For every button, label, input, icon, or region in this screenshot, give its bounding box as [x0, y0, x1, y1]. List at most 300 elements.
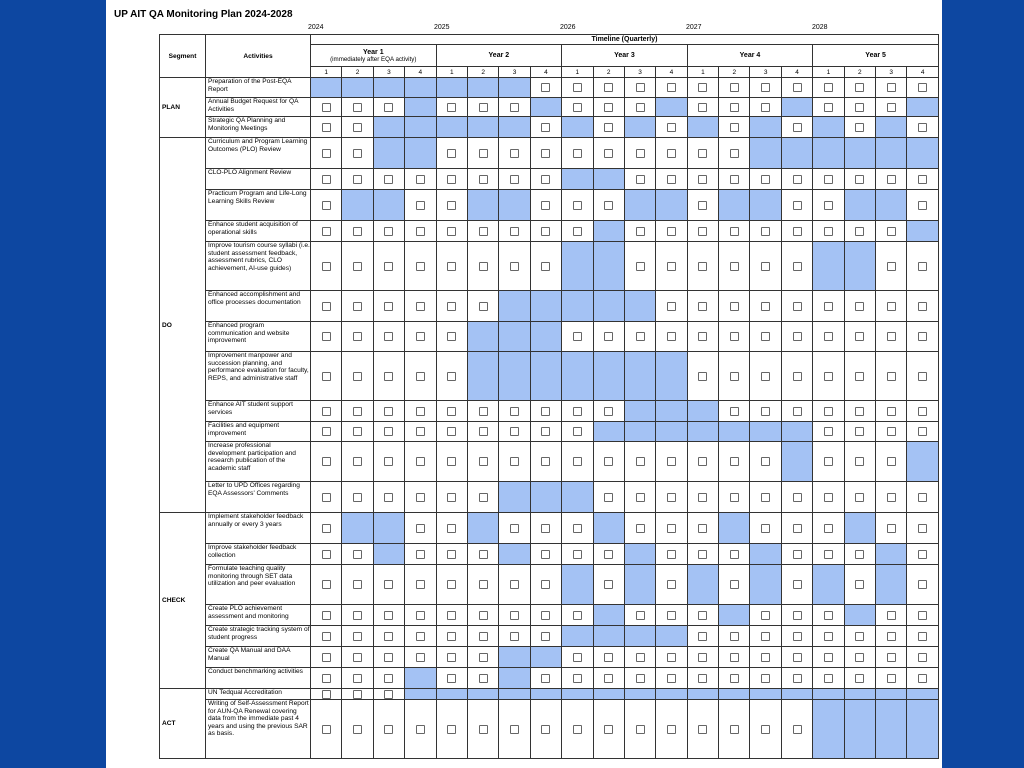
- checkbox-icon[interactable]: [824, 103, 833, 112]
- quarter-cell[interactable]: [907, 626, 939, 647]
- quarter-cell-highlighted[interactable]: [530, 689, 561, 700]
- checkbox-icon[interactable]: [667, 83, 676, 92]
- quarter-cell-highlighted[interactable]: [656, 190, 687, 221]
- quarter-cell[interactable]: [342, 689, 373, 700]
- quarter-cell[interactable]: [687, 442, 718, 482]
- quarter-cell[interactable]: [373, 422, 404, 442]
- quarter-cell[interactable]: [813, 322, 844, 352]
- quarter-cell[interactable]: [436, 138, 467, 169]
- checkbox-icon[interactable]: [667, 550, 676, 559]
- checkbox-icon[interactable]: [761, 407, 770, 416]
- quarter-cell[interactable]: [656, 565, 687, 605]
- quarter-cell-highlighted[interactable]: [750, 689, 781, 700]
- checkbox-icon[interactable]: [384, 674, 393, 683]
- checkbox-icon[interactable]: [322, 457, 331, 466]
- quarter-cell-highlighted[interactable]: [813, 138, 844, 169]
- checkbox-icon[interactable]: [730, 372, 739, 381]
- checkbox-icon[interactable]: [479, 493, 488, 502]
- checkbox-icon[interactable]: [887, 653, 896, 662]
- checkbox-icon[interactable]: [698, 227, 707, 236]
- quarter-cell[interactable]: [373, 626, 404, 647]
- quarter-cell[interactable]: [781, 352, 812, 401]
- quarter-cell-highlighted[interactable]: [624, 190, 655, 221]
- quarter-cell-highlighted[interactable]: [467, 689, 498, 700]
- quarter-cell[interactable]: [467, 138, 498, 169]
- checkbox-icon[interactable]: [604, 580, 613, 589]
- checkbox-icon[interactable]: [479, 725, 488, 734]
- quarter-cell[interactable]: [781, 190, 812, 221]
- checkbox-icon[interactable]: [604, 201, 613, 210]
- quarter-cell[interactable]: [750, 401, 781, 422]
- checkbox-icon[interactable]: [824, 427, 833, 436]
- quarter-cell[interactable]: [656, 605, 687, 626]
- checkbox-icon[interactable]: [604, 332, 613, 341]
- quarter-cell[interactable]: [656, 647, 687, 668]
- quarter-cell[interactable]: [907, 482, 939, 513]
- quarter-cell[interactable]: [342, 442, 373, 482]
- quarter-cell[interactable]: [530, 605, 561, 626]
- checkbox-icon[interactable]: [887, 524, 896, 533]
- checkbox-icon[interactable]: [384, 407, 393, 416]
- quarter-cell[interactable]: [436, 513, 467, 544]
- quarter-cell[interactable]: [781, 117, 812, 138]
- quarter-cell[interactable]: [719, 242, 750, 291]
- quarter-cell[interactable]: [719, 322, 750, 352]
- quarter-cell[interactable]: [593, 190, 624, 221]
- checkbox-icon[interactable]: [541, 457, 550, 466]
- quarter-cell[interactable]: [844, 565, 875, 605]
- quarter-cell[interactable]: [530, 668, 561, 689]
- quarter-cell[interactable]: [687, 322, 718, 352]
- checkbox-icon[interactable]: [855, 550, 864, 559]
- checkbox-icon[interactable]: [887, 262, 896, 271]
- quarter-cell-highlighted[interactable]: [593, 422, 624, 442]
- quarter-cell[interactable]: [656, 242, 687, 291]
- checkbox-icon[interactable]: [761, 372, 770, 381]
- checkbox-icon[interactable]: [730, 457, 739, 466]
- quarter-cell[interactable]: [624, 242, 655, 291]
- quarter-cell[interactable]: [719, 78, 750, 98]
- quarter-cell[interactable]: [311, 322, 342, 352]
- quarter-cell-highlighted[interactable]: [499, 689, 530, 700]
- checkbox-icon[interactable]: [322, 674, 331, 683]
- checkbox-icon[interactable]: [667, 123, 676, 132]
- quarter-cell[interactable]: [499, 605, 530, 626]
- quarter-cell-highlighted[interactable]: [405, 689, 436, 700]
- checkbox-icon[interactable]: [384, 175, 393, 184]
- checkbox-icon[interactable]: [667, 725, 676, 734]
- checkbox-icon[interactable]: [793, 674, 802, 683]
- quarter-cell[interactable]: [530, 442, 561, 482]
- quarter-cell[interactable]: [436, 98, 467, 117]
- quarter-cell[interactable]: [593, 117, 624, 138]
- quarter-cell[interactable]: [311, 544, 342, 565]
- quarter-cell[interactable]: [467, 221, 498, 242]
- checkbox-icon[interactable]: [447, 550, 456, 559]
- checkbox-icon[interactable]: [384, 493, 393, 502]
- quarter-cell-highlighted[interactable]: [750, 138, 781, 169]
- checkbox-icon[interactable]: [918, 372, 927, 381]
- quarter-cell[interactable]: [562, 442, 593, 482]
- checkbox-icon[interactable]: [353, 372, 362, 381]
- quarter-cell-highlighted[interactable]: [499, 352, 530, 401]
- checkbox-icon[interactable]: [479, 580, 488, 589]
- quarter-cell[interactable]: [311, 647, 342, 668]
- checkbox-icon[interactable]: [636, 674, 645, 683]
- checkbox-icon[interactable]: [761, 493, 770, 502]
- quarter-cell[interactable]: [373, 700, 404, 759]
- checkbox-icon[interactable]: [918, 580, 927, 589]
- quarter-cell-highlighted[interactable]: [876, 689, 907, 700]
- checkbox-icon[interactable]: [636, 524, 645, 533]
- quarter-cell[interactable]: [844, 352, 875, 401]
- checkbox-icon[interactable]: [918, 632, 927, 641]
- quarter-cell-highlighted[interactable]: [844, 190, 875, 221]
- checkbox-icon[interactable]: [918, 524, 927, 533]
- checkbox-icon[interactable]: [573, 674, 582, 683]
- checkbox-icon[interactable]: [855, 407, 864, 416]
- quarter-cell[interactable]: [656, 138, 687, 169]
- quarter-cell[interactable]: [781, 221, 812, 242]
- quarter-cell-highlighted[interactable]: [593, 689, 624, 700]
- quarter-cell[interactable]: [750, 221, 781, 242]
- quarter-cell-highlighted[interactable]: [342, 190, 373, 221]
- quarter-cell-highlighted[interactable]: [624, 401, 655, 422]
- quarter-cell-highlighted[interactable]: [436, 117, 467, 138]
- quarter-cell[interactable]: [311, 169, 342, 190]
- quarter-cell[interactable]: [687, 352, 718, 401]
- quarter-cell[interactable]: [311, 700, 342, 759]
- quarter-cell[interactable]: [342, 605, 373, 626]
- checkbox-icon[interactable]: [698, 175, 707, 184]
- quarter-cell[interactable]: [844, 647, 875, 668]
- checkbox-icon[interactable]: [761, 83, 770, 92]
- quarter-cell-highlighted[interactable]: [499, 117, 530, 138]
- quarter-cell[interactable]: [844, 221, 875, 242]
- checkbox-icon[interactable]: [479, 103, 488, 112]
- checkbox-icon[interactable]: [541, 580, 550, 589]
- quarter-cell-highlighted[interactable]: [499, 190, 530, 221]
- quarter-cell[interactable]: [405, 401, 436, 422]
- quarter-cell[interactable]: [593, 700, 624, 759]
- checkbox-icon[interactable]: [322, 123, 331, 132]
- quarter-cell[interactable]: [405, 190, 436, 221]
- quarter-cell[interactable]: [750, 98, 781, 117]
- checkbox-icon[interactable]: [541, 632, 550, 641]
- checkbox-icon[interactable]: [855, 332, 864, 341]
- quarter-cell[interactable]: [342, 626, 373, 647]
- quarter-cell[interactable]: [624, 78, 655, 98]
- quarter-cell[interactable]: [373, 482, 404, 513]
- checkbox-icon[interactable]: [824, 407, 833, 416]
- quarter-cell[interactable]: [405, 605, 436, 626]
- quarter-cell[interactable]: [342, 482, 373, 513]
- quarter-cell-highlighted[interactable]: [405, 117, 436, 138]
- quarter-cell[interactable]: [719, 668, 750, 689]
- checkbox-icon[interactable]: [855, 123, 864, 132]
- quarter-cell-highlighted[interactable]: [373, 513, 404, 544]
- quarter-cell[interactable]: [311, 138, 342, 169]
- quarter-cell[interactable]: [876, 291, 907, 322]
- quarter-cell[interactable]: [562, 221, 593, 242]
- quarter-cell[interactable]: [405, 442, 436, 482]
- quarter-cell[interactable]: [781, 401, 812, 422]
- checkbox-icon[interactable]: [730, 149, 739, 158]
- quarter-cell-highlighted[interactable]: [405, 668, 436, 689]
- quarter-cell[interactable]: [342, 291, 373, 322]
- checkbox-icon[interactable]: [887, 227, 896, 236]
- checkbox-icon[interactable]: [730, 550, 739, 559]
- quarter-cell-highlighted[interactable]: [467, 78, 498, 98]
- checkbox-icon[interactable]: [824, 372, 833, 381]
- quarter-cell[interactable]: [687, 626, 718, 647]
- quarter-cell[interactable]: [530, 117, 561, 138]
- quarter-cell[interactable]: [436, 221, 467, 242]
- quarter-cell[interactable]: [342, 668, 373, 689]
- quarter-cell[interactable]: [876, 98, 907, 117]
- quarter-cell[interactable]: [530, 700, 561, 759]
- checkbox-icon[interactable]: [353, 580, 362, 589]
- checkbox-icon[interactable]: [793, 653, 802, 662]
- quarter-cell[interactable]: [844, 544, 875, 565]
- quarter-cell[interactable]: [719, 647, 750, 668]
- quarter-cell[interactable]: [813, 190, 844, 221]
- quarter-cell[interactable]: [907, 647, 939, 668]
- checkbox-icon[interactable]: [416, 201, 425, 210]
- checkbox-icon[interactable]: [573, 83, 582, 92]
- checkbox-icon[interactable]: [667, 149, 676, 158]
- calendar-year-2026[interactable]: 2026: [560, 24, 576, 31]
- checkbox-icon[interactable]: [416, 653, 425, 662]
- checkbox-icon[interactable]: [447, 457, 456, 466]
- quarter-cell[interactable]: [781, 482, 812, 513]
- quarter-cell[interactable]: [530, 565, 561, 605]
- quarter-cell[interactable]: [876, 647, 907, 668]
- quarter-cell[interactable]: [373, 291, 404, 322]
- checkbox-icon[interactable]: [573, 611, 582, 620]
- checkbox-icon[interactable]: [416, 372, 425, 381]
- quarter-cell[interactable]: [907, 291, 939, 322]
- checkbox-icon[interactable]: [573, 201, 582, 210]
- checkbox-icon[interactable]: [322, 332, 331, 341]
- checkbox-icon[interactable]: [793, 123, 802, 132]
- checkbox-icon[interactable]: [636, 103, 645, 112]
- checkbox-icon[interactable]: [322, 690, 331, 699]
- quarter-cell[interactable]: [373, 352, 404, 401]
- checkbox-icon[interactable]: [416, 580, 425, 589]
- checkbox-icon[interactable]: [541, 611, 550, 620]
- quarter-cell-highlighted[interactable]: [562, 242, 593, 291]
- quarter-cell[interactable]: [499, 98, 530, 117]
- quarter-cell-highlighted[interactable]: [530, 291, 561, 322]
- checkbox-icon[interactable]: [761, 262, 770, 271]
- quarter-cell-highlighted[interactable]: [844, 242, 875, 291]
- checkbox-icon[interactable]: [887, 674, 896, 683]
- quarter-cell-highlighted[interactable]: [719, 190, 750, 221]
- checkbox-icon[interactable]: [479, 175, 488, 184]
- checkbox-icon[interactable]: [322, 493, 331, 502]
- quarter-cell[interactable]: [467, 169, 498, 190]
- quarter-cell[interactable]: [624, 169, 655, 190]
- quarter-cell[interactable]: [311, 291, 342, 322]
- checkbox-icon[interactable]: [541, 524, 550, 533]
- quarter-cell[interactable]: [467, 668, 498, 689]
- quarter-cell[interactable]: [750, 291, 781, 322]
- checkbox-icon[interactable]: [510, 149, 519, 158]
- calendar-year-2025[interactable]: 2025: [434, 24, 450, 31]
- quarter-cell[interactable]: [907, 422, 939, 442]
- quarter-cell[interactable]: [844, 169, 875, 190]
- checkbox-icon[interactable]: [322, 427, 331, 436]
- checkbox-icon[interactable]: [416, 550, 425, 559]
- checkbox-icon[interactable]: [384, 690, 393, 699]
- quarter-cell[interactable]: [907, 668, 939, 689]
- checkbox-icon[interactable]: [698, 332, 707, 341]
- checkbox-icon[interactable]: [761, 302, 770, 311]
- quarter-cell-highlighted[interactable]: [719, 513, 750, 544]
- quarter-cell[interactable]: [311, 401, 342, 422]
- checkbox-icon[interactable]: [887, 427, 896, 436]
- checkbox-icon[interactable]: [447, 674, 456, 683]
- checkbox-icon[interactable]: [793, 524, 802, 533]
- checkbox-icon[interactable]: [479, 407, 488, 416]
- checkbox-icon[interactable]: [604, 550, 613, 559]
- checkbox-icon[interactable]: [698, 372, 707, 381]
- quarter-cell-highlighted[interactable]: [530, 98, 561, 117]
- quarter-cell[interactable]: [467, 605, 498, 626]
- quarter-cell[interactable]: [342, 221, 373, 242]
- quarter-cell[interactable]: [781, 78, 812, 98]
- checkbox-icon[interactable]: [730, 493, 739, 502]
- quarter-cell[interactable]: [467, 482, 498, 513]
- quarter-cell[interactable]: [750, 78, 781, 98]
- quarter-cell-highlighted[interactable]: [813, 565, 844, 605]
- quarter-cell[interactable]: [813, 221, 844, 242]
- checkbox-icon[interactable]: [698, 674, 707, 683]
- checkbox-icon[interactable]: [636, 653, 645, 662]
- quarter-cell[interactable]: [750, 626, 781, 647]
- quarter-cell[interactable]: [405, 544, 436, 565]
- quarter-cell-highlighted[interactable]: [467, 322, 498, 352]
- checkbox-icon[interactable]: [447, 580, 456, 589]
- quarter-cell-highlighted[interactable]: [813, 117, 844, 138]
- checkbox-icon[interactable]: [322, 201, 331, 210]
- checkbox-icon[interactable]: [793, 407, 802, 416]
- quarter-cell[interactable]: [499, 242, 530, 291]
- checkbox-icon[interactable]: [510, 580, 519, 589]
- quarter-cell-highlighted[interactable]: [876, 565, 907, 605]
- checkbox-icon[interactable]: [541, 674, 550, 683]
- checkbox-icon[interactable]: [353, 493, 362, 502]
- quarter-cell[interactable]: [373, 565, 404, 605]
- quarter-cell-highlighted[interactable]: [687, 117, 718, 138]
- checkbox-icon[interactable]: [667, 175, 676, 184]
- quarter-cell[interactable]: [562, 322, 593, 352]
- quarter-cell[interactable]: [436, 647, 467, 668]
- checkbox-icon[interactable]: [855, 302, 864, 311]
- quarter-cell[interactable]: [405, 513, 436, 544]
- checkbox-icon[interactable]: [636, 611, 645, 620]
- quarter-cell[interactable]: [373, 242, 404, 291]
- checkbox-icon[interactable]: [887, 175, 896, 184]
- quarter-cell[interactable]: [876, 401, 907, 422]
- checkbox-icon[interactable]: [887, 332, 896, 341]
- quarter-cell[interactable]: [405, 422, 436, 442]
- quarter-cell-highlighted[interactable]: [781, 98, 812, 117]
- quarter-cell[interactable]: [342, 352, 373, 401]
- checkbox-icon[interactable]: [793, 725, 802, 734]
- quarter-cell-highlighted[interactable]: [373, 190, 404, 221]
- quarter-cell[interactable]: [876, 242, 907, 291]
- checkbox-icon[interactable]: [793, 201, 802, 210]
- quarter-cell[interactable]: [467, 700, 498, 759]
- checkbox-icon[interactable]: [730, 302, 739, 311]
- quarter-cell[interactable]: [750, 668, 781, 689]
- quarter-cell[interactable]: [813, 78, 844, 98]
- checkbox-icon[interactable]: [353, 175, 362, 184]
- quarter-cell[interactable]: [405, 565, 436, 605]
- checkbox-icon[interactable]: [698, 653, 707, 662]
- checkbox-icon[interactable]: [793, 175, 802, 184]
- quarter-cell[interactable]: [781, 513, 812, 544]
- checkbox-icon[interactable]: [604, 83, 613, 92]
- quarter-cell-highlighted[interactable]: [562, 352, 593, 401]
- quarter-cell[interactable]: [436, 626, 467, 647]
- quarter-cell[interactable]: [687, 98, 718, 117]
- checkbox-icon[interactable]: [384, 580, 393, 589]
- quarter-cell[interactable]: [687, 513, 718, 544]
- checkbox-icon[interactable]: [698, 632, 707, 641]
- quarter-cell-highlighted[interactable]: [373, 78, 404, 98]
- checkbox-icon[interactable]: [730, 725, 739, 734]
- checkbox-icon[interactable]: [510, 725, 519, 734]
- quarter-cell-highlighted[interactable]: [656, 689, 687, 700]
- quarter-cell[interactable]: [750, 169, 781, 190]
- quarter-cell[interactable]: [781, 169, 812, 190]
- checkbox-icon[interactable]: [918, 611, 927, 620]
- checkbox-icon[interactable]: [416, 427, 425, 436]
- quarter-cell-highlighted[interactable]: [499, 544, 530, 565]
- checkbox-icon[interactable]: [761, 227, 770, 236]
- quarter-cell-highlighted[interactable]: [562, 689, 593, 700]
- quarter-cell-highlighted[interactable]: [593, 242, 624, 291]
- quarter-cell[interactable]: [530, 138, 561, 169]
- checkbox-icon[interactable]: [479, 550, 488, 559]
- checkbox-icon[interactable]: [510, 175, 519, 184]
- checkbox-icon[interactable]: [855, 493, 864, 502]
- quarter-cell[interactable]: [436, 401, 467, 422]
- quarter-cell-highlighted[interactable]: [876, 190, 907, 221]
- quarter-cell[interactable]: [813, 291, 844, 322]
- quarter-cell-highlighted[interactable]: [687, 422, 718, 442]
- checkbox-icon[interactable]: [730, 332, 739, 341]
- quarter-cell[interactable]: [719, 565, 750, 605]
- checkbox-icon[interactable]: [667, 302, 676, 311]
- checkbox-icon[interactable]: [510, 632, 519, 641]
- quarter-cell[interactable]: [656, 700, 687, 759]
- quarter-cell[interactable]: [530, 169, 561, 190]
- quarter-cell[interactable]: [687, 700, 718, 759]
- quarter-cell[interactable]: [530, 401, 561, 422]
- quarter-cell[interactable]: [405, 169, 436, 190]
- quarter-cell-highlighted[interactable]: [311, 78, 342, 98]
- checkbox-icon[interactable]: [604, 103, 613, 112]
- checkbox-icon[interactable]: [698, 725, 707, 734]
- checkbox-icon[interactable]: [667, 580, 676, 589]
- quarter-cell[interactable]: [750, 352, 781, 401]
- quarter-cell[interactable]: [499, 700, 530, 759]
- quarter-cell[interactable]: [342, 242, 373, 291]
